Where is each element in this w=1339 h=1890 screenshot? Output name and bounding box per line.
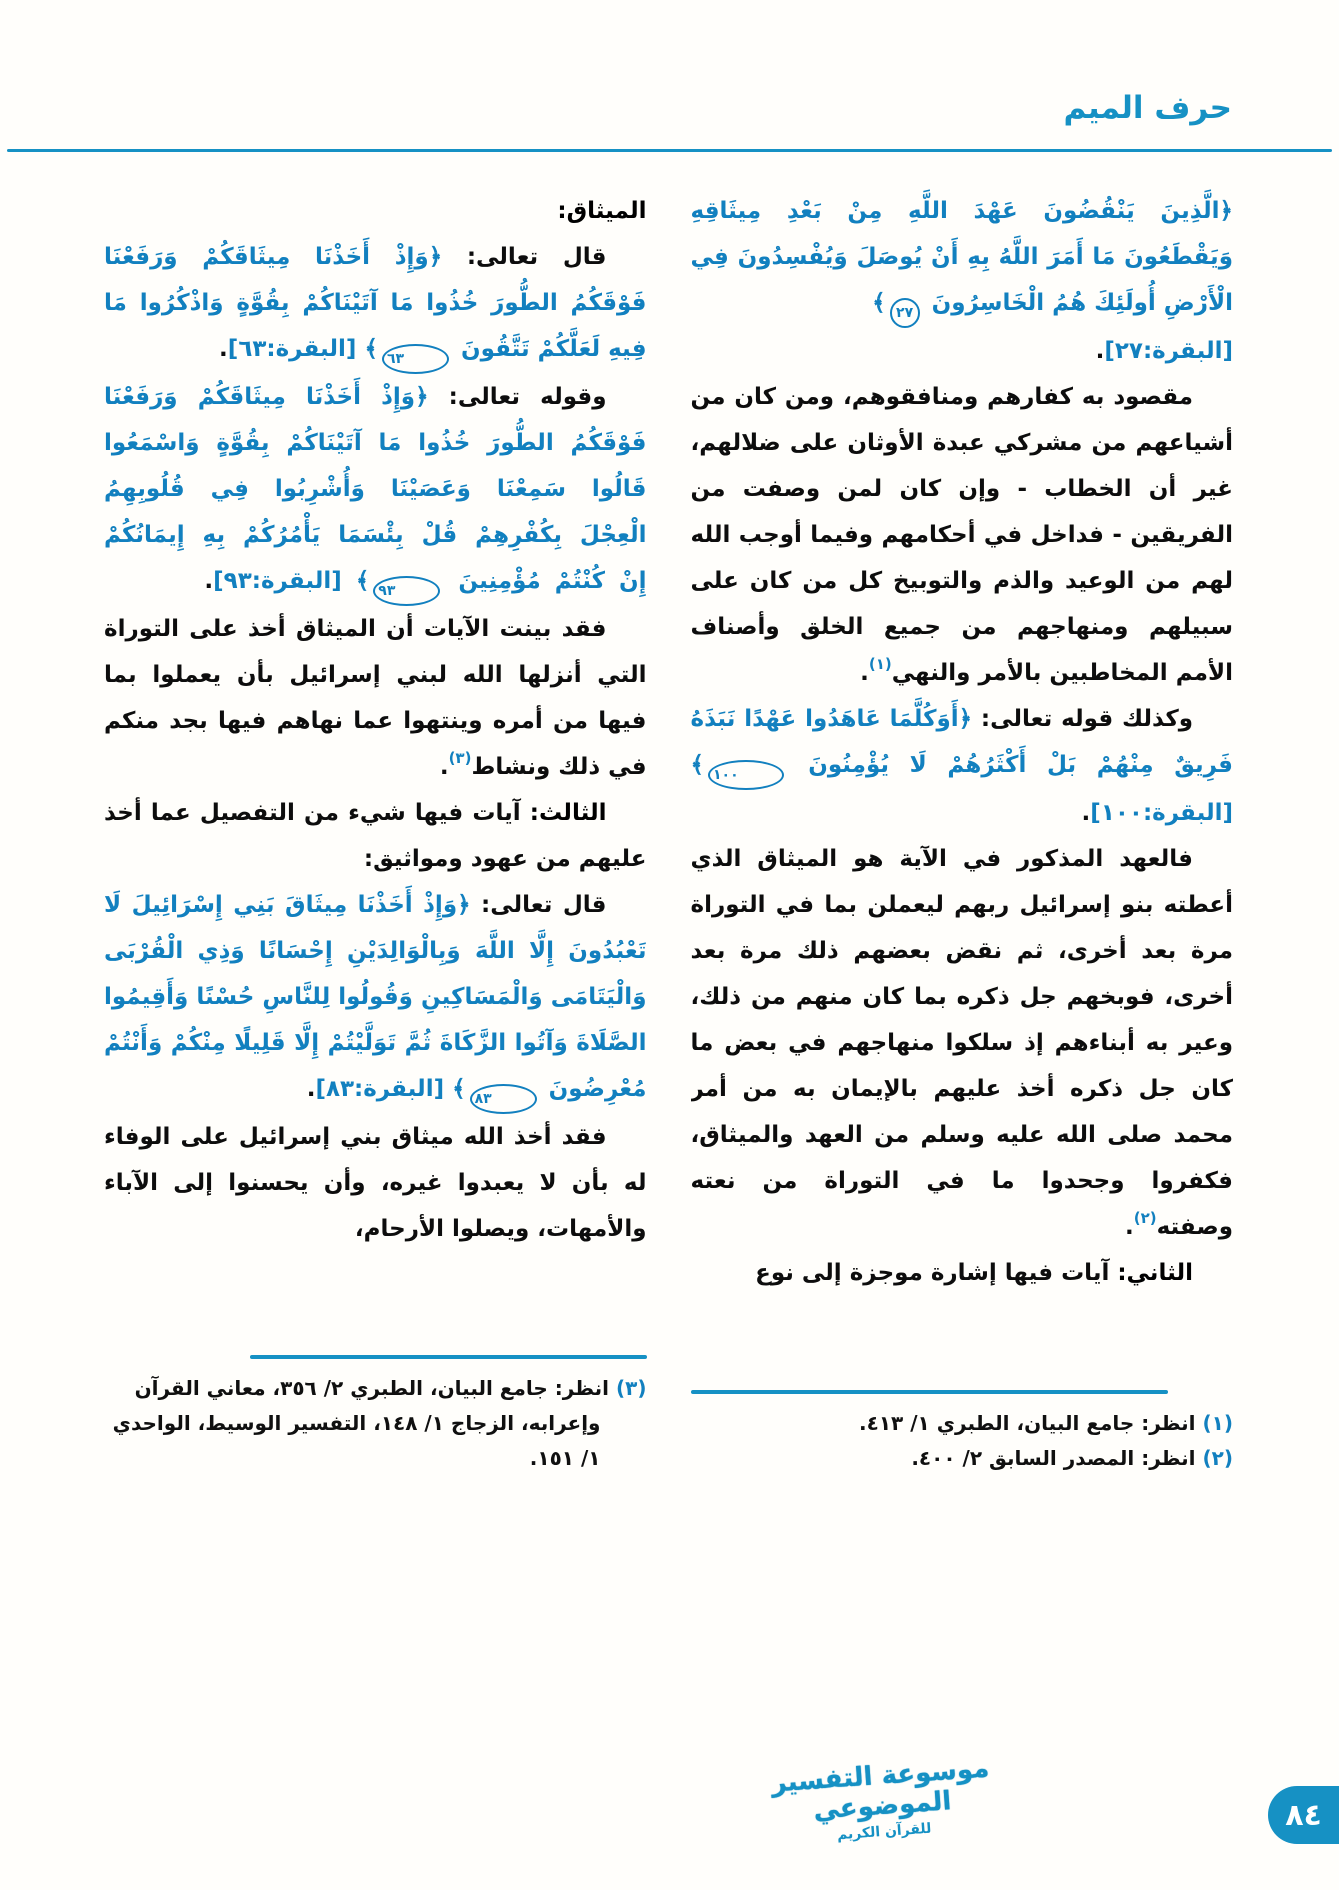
page-content: [104, 188, 1233, 1476]
column-left-body: [104, 188, 647, 1347]
body-paragraph: [104, 374, 647, 606]
column-right-footnotes: [691, 1382, 1234, 1476]
quran-text: ﴾: [690, 752, 704, 778]
header-rule: [7, 149, 1332, 152]
body-text: .: [1124, 1214, 1134, 1240]
body-paragraph: [104, 882, 647, 1114]
publisher-logo: [753, 1752, 1012, 1849]
footnote-list: [691, 1406, 1234, 1476]
quran-text: ﴿أَوَكُلَّمَا عَاهَدُوا عَهْدًا نَبَذَهُ فَرِيقٌ مِنْهُمْ بَلْ أَكْثَرُهُمْ لَا يُؤْمِنُونَ: [690, 706, 1233, 778]
column-right: [691, 188, 1234, 1476]
column-left: [104, 188, 647, 1476]
footnote-marker-sup: (١): [868, 655, 892, 673]
logo-text-sub: للقرآن الكريم: [836, 1820, 932, 1844]
surah-reference: [البقرة:٦٣]: [227, 336, 357, 362]
footnote: [104, 1371, 647, 1476]
body-text: فقد بينت الآيات أن الميثاق أخذ على التوراة التي أنزلها الله لبني إسرائيل بأن يعملوا بما فيها من أمره وينتهوا عما نهاهم فيها بجد منكم في ذلك ونشاط: [104, 616, 647, 780]
emphasis-text: الثالث:: [529, 800, 607, 826]
footnote: [691, 1406, 1234, 1441]
chapter-title: حرف الميم: [1063, 90, 1232, 126]
surah-reference: [البقرة:٩٣]: [213, 568, 342, 594]
body-paragraph: [104, 234, 647, 374]
body-text: .: [204, 568, 214, 594]
verse-number-medallion: ٢٧: [890, 298, 920, 328]
footnote-marker-sup: (٢): [1133, 1209, 1157, 1227]
verse-number-medallion: ٦٣: [382, 344, 449, 374]
body-text: وكذلك قوله تعالى:: [972, 706, 1193, 732]
quran-text: ﴾: [341, 568, 370, 594]
body-paragraph: [691, 696, 1234, 836]
body-text: فالعهد المذكور في الآية هو الميثاق الذي أعطته بنو إسرائيل ربهم ليعملن بما في التوراة مرة بعد أخرى، ثم نقض بعضهم ذلك مرة بعد أخرى، فوبخهم جل ذكره بما كان منهم من ذلك، وعير به أبناءهم إذ سلكوا منهاجهم في بعض ما كان جل ذكره أخذ عليهم بالإيمان به من أمر محمد صلى الله عليه وسلم من العهد والميثاق، فكفروا وجحدوا ما في التوراة من نعته وصفته: [690, 846, 1233, 1240]
quran-text: ﴿الَّذِينَ يَنْقُضُونَ عَهْدَ اللَّهِ مِنْ بَعْدِ مِيثَاقِهِ وَيَقْطَعُونَ مَا أَمَرَ اللَّهُ بِهِ أَنْ يُوصَلَ وَيُفْسِدُونَ فِي الْأَرْضِ أُولَئِكَ هُمُ الْخَاسِرُونَ: [690, 198, 1233, 316]
body-text: فقد أخذ الله ميثاق بني إسرائيل على الوفاء له بأن لا يعبدوا غيره، وأن يحسنوا إلى الآباء والأمهات، ويصلوا الأرحام،: [104, 1124, 647, 1242]
body-text: مقصود به كفارهم ومنافقوهم، ومن كان من أشياعهم من مشركي عبدة الأوثان على ضلالهم، غير أن الخطاب - وإن كان لمن وصفت من الفريقين - فداخل في أحكامهم وفيما أوجب الله لهم من الوعيد والذم والتوبيخ كل من كان على سبيلهم ومنهاجهم من جميع الخلق وأصناف الأمم المخاطبين بالأمر والنهي: [690, 384, 1233, 686]
quran-text: ﴾: [356, 336, 378, 362]
body-text: آيات فيها إشارة موجزة إلى نوع: [755, 1260, 1118, 1286]
body-text: .: [1081, 800, 1091, 826]
body-text: .: [306, 1076, 316, 1102]
quran-text: ﴿وَإِذْ أَخَذْنَا مِيثَاقَ بَنِي إِسْرَائِيلَ لَا تَعْبُدُونَ إِلَّا اللَّهَ وَبِالْوَالِدَيْنِ إِحْسَانًا وَذِي الْقُرْبَى وَالْيَتَامَى وَالْمَسَاكِينِ وَقُولُوا لِلنَّاسِ حُسْنًا وَأَقِيمُوا الصَّلَاةَ وَآتُوا الزَّكَاةَ ثُمَّ تَوَلَّيْتُمْ إِلَّا قَلِيلًا مِنْكُمْ وَأَنْتُمْ مُعْرِضُونَ: [104, 892, 647, 1102]
body-text: وقوله تعالى:: [428, 384, 607, 410]
body-paragraph: [691, 1250, 1234, 1296]
footnote-text: انظر: جامع البيان، الطبري ٢/ ٣٥٦، معاني القرآن وإعرابه، الزجاج ١/ ١٤٨، التفسير الوسيط، الواحدي ١/ ١٥١.: [112, 1376, 616, 1470]
footnote-text: انظر: المصدر السابق ٢/ ٤٠٠.: [911, 1446, 1203, 1470]
body-text: .: [439, 754, 449, 780]
quran-text: ﴾: [444, 1076, 466, 1102]
body-text: قال تعالى:: [442, 244, 607, 270]
body-paragraph: [104, 790, 647, 882]
quran-text: ﴾: [872, 290, 886, 316]
verse-number-medallion: ٨٣: [470, 1084, 537, 1114]
footnote-separator: [691, 1390, 1168, 1394]
footnote: [691, 1441, 1234, 1476]
footnote-marker-sup: (٣): [448, 749, 472, 767]
quran-text: ﴿وَإِذْ أَخَذْنَا مِيثَاقَكُمْ وَرَفَعْنَا فَوْقَكُمُ الطُّورَ خُذُوا مَا آتَيْنَاكُمْ بِقُوَّةٍ وَاذْكُرُوا مَا فِيهِ لَعَلَّكُمْ تَتَّقُونَ: [104, 244, 647, 362]
page-number-badge: [1268, 1786, 1339, 1844]
logo-text-main: موسوعة التفسير الموضوعي: [770, 1753, 991, 1826]
emphasis-text: الثاني:: [1117, 1260, 1193, 1286]
quran-verse-block: [691, 188, 1234, 328]
body-text: قال تعالى:: [470, 892, 607, 918]
surah-reference: [البقرة:٨٣]: [315, 1076, 445, 1102]
surah-reference: [البقرة:١٠٠]: [1090, 800, 1233, 826]
page-number: ٨٤: [1285, 1797, 1322, 1833]
body-paragraph: [691, 836, 1234, 1250]
body-text: .: [1095, 338, 1105, 364]
column-left-footnotes: [104, 1347, 647, 1476]
body-text: .: [860, 660, 869, 686]
column-right-body: [691, 188, 1234, 1382]
body-paragraph: [691, 374, 1234, 696]
surah-reference: [البقرة:٢٧]: [1104, 338, 1233, 364]
section-heading: [104, 188, 647, 234]
footnote-separator: [250, 1355, 646, 1359]
verse-number-medallion: ١٠٠: [708, 760, 784, 790]
emphasis-text: الميثاق:: [557, 198, 647, 224]
body-paragraph: [104, 606, 647, 790]
footnote-marker: (٣): [616, 1376, 647, 1400]
verse-number-medallion: ٩٣: [373, 576, 440, 606]
body-text: آيات فيها شيء من التفصيل عما أخذ عليهم من عهود ومواثيق:: [104, 800, 647, 872]
footnote-marker: (٢): [1202, 1446, 1233, 1470]
footnote-marker: (١): [1202, 1411, 1233, 1435]
footnote-text: انظر: جامع البيان، الطبري ١/ ٤١٣.: [859, 1411, 1203, 1435]
quran-text: ﴿وَإِذْ أَخَذْنَا مِيثَاقَكُمْ وَرَفَعْنَا فَوْقَكُمُ الطُّورَ خُذُوا مَا آتَيْنَاكُمْ بِقُوَّةٍ وَاسْمَعُوا قَالُوا سَمِعْنَا وَعَصَيْنَا وَأُشْرِبُوا فِي قُلُوبِهِمُ الْعِجْلَ بِكُفْرِهِمْ قُلْ بِئْسَمَا يَأْمُرُكُمْ بِهِ إِيمَانُكُمْ إِنْ كُنْتُمْ مُؤْمِنِينَ: [104, 384, 647, 594]
body-text: .: [219, 336, 228, 362]
body-paragraph: [104, 1114, 647, 1252]
reference-line: [691, 328, 1234, 374]
footnote-list: [104, 1371, 647, 1476]
